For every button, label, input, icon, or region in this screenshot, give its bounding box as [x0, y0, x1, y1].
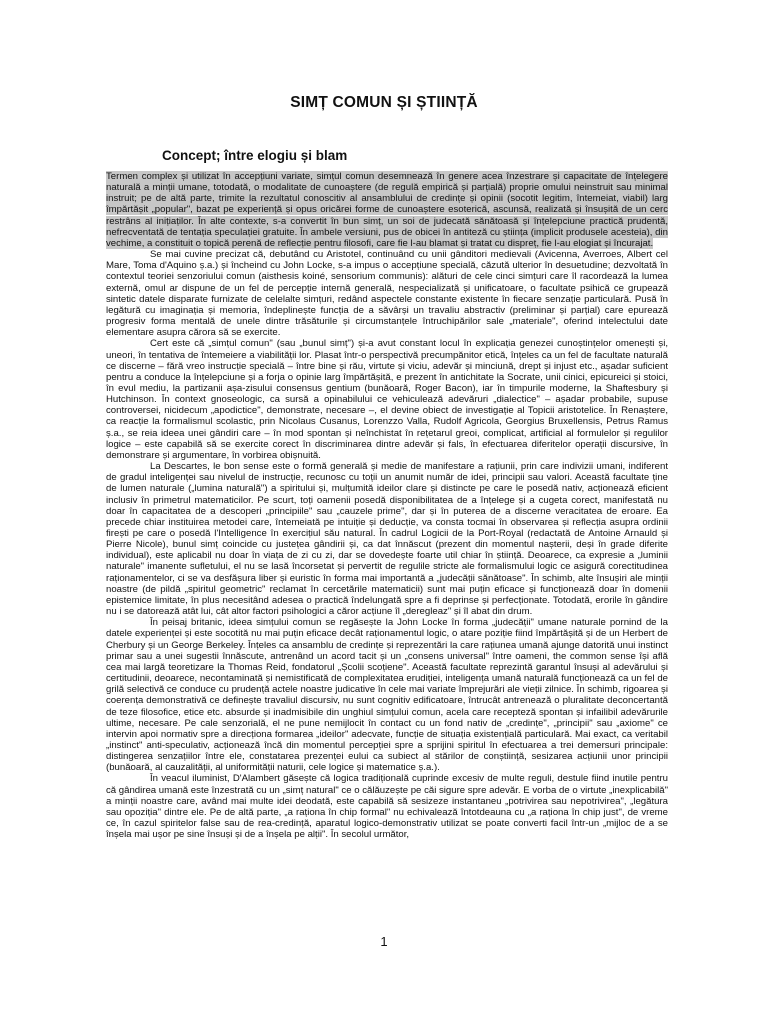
- paragraph-2: Se mai cuvine precizat că, debutând cu Aristotel, continuând cu unii gânditori medievali (Avicenna, Averroes, Albert cel Mare, Toma d'Aquino ș.a.) și încheind cu John Locke, s-a impus o accepțiune specială, căzută ulterior în desuetudine; dezvoltată în contextul teoriei senzoriului comun (aisthesis koiné, sensorium communis): alături de cele cinci simțuri care îl racordează la lumea externă, omul ar dispune de un fel de percepție internă generală, nespecializată și unificatoare, o facultate psihică ce grupează sintetic datele disparate furnizate de celelalte simțuri, redând aspectele constante existente în fiecare senzație particulară. Pusă în legătură cu imaginația și memoria, îndeplinește funcția de a săvârși un travaliu abstractiv (preliminar și parțial) care epurează progresiv forma mentală de unele dintre trăsăturile și circumstanțele întruchipărilor sale „materiale", oferind intelectului date elementare asupra cărora să se exercite.: [106, 249, 668, 339]
- document-body: [106, 171, 668, 840]
- paragraph-1: [106, 171, 668, 249]
- paragraph-4: La Descartes, le bon sense este o formă generală și medie de manifestare a rațiunii, prin care indivizii umani, indiferent de gradul inteligenței sau nivelul de instrucție, recunosc cu toții un anumit număr de idei, principii sau valori. Această facultate ține de lumen naturale („lumina naturală") a spiritului și, mulțumită ideilor clare și distincte pe care le posedă nativ, acționează eficient inclusiv în primetrul matematicilor. Pe scurt, toți oamenii posedă disponibilitatea de a înțelege și a cugeta corect, manifestată nu doar în capacitatea de a descoperi „principiile" sau „cauzele prime", dar și în puterea de a discerne veracitatea de eroare. Ea precede chiar instituirea metodei care, întemeiată pe intuiție și deducție, va consta tocmai în observarea și reflecția asupra ordinii firești pe care o posedă l'Intelligence în exercițiul său natural. În cadrul Logicii de la Port-Royal (redactată de Antoine Arnauld și Pierre Nicole), bunul simț coincide cu justețea gândirii și, ca dat înnăscut (prezent din momentul nașterii, deși în grade diferite individual), este aplicabil nu doar în viața de zi cu zi, dar se dovedește foarte util chiar în știință. Deoarece, ca expresie a „luminii naturale" imanente sufletului, el nu se lasă încorsetat și pervertit de regulile stricte ale formalismului logic ce asigură corectitudinea raționamentelor, ci se va desfășura liber și euristic în forma mai importantă a „judecății sănătoase". În schimb, alte însușiri ale minții noastre (de pildă „spiritul geometric" reclamat în cercetările matematicii) sunt mai puțin eficace și funcționează doar în domenii epistemice limitate, în plus necesitând adesea o practică îndelungată spre a fi deprinse și perfecționate. Totodată, erorile în gândire nu i se datorează atât lui, cât altor factori psihologici a căror acțiune îl „deregleaz" și îl abat din drum.: [106, 461, 668, 618]
- page-title: SIMȚ COMUN ȘI ȘTIINȚĂ: [290, 94, 478, 111]
- section-heading: Concept; între elogiu și blam: [162, 148, 348, 163]
- page-number: 1: [380, 934, 388, 949]
- highlighted-text: Termen complex și utilizat în accepțiuni variate, simțul comun desemnează în genere acea înzestrare și capacitate de înțelegere naturală a minții umane, totodată, o modalitate de cunoaștere (de regulă empirică și parțială) proprie omului neinstruit sau minimal instruit; pe de altă parte, trimite la rezultatul conoscitiv al ansamblului de credințe și opinii (socotit legitim, întemeiat, viabil) larg împărtășit „popular", bazat pe experiență și opus oricărei forme de cunoaștere esoterică, ascunsă, realizată și însușită de un cerc restrâns al inițiaților. În alte contexte, s-a convertit în bun simț, un soi de judecată sănătoasă și înțelepciune practică prudentă, nefrecventată de tentația speculației gratuite. În ambele versiuni, pus de obicei în antiteză cu știința (implicit produsele acesteia), din vechime, a constituit o topică perenă de reflecție pentru filosofi, care fie l-au blamat și tratat cu dispreț, fie l-au elogiat și încurajat.: [106, 171, 668, 249]
- paragraph-5: În peisaj britanic, ideea simțului comun se regăsește la John Locke în forma „judecății" umane naturale pornind de la datele experienței și este socotită nu mai puțin eficace decât raționamentul logic, o atare poziție fiind împărtășită și de un Herbert de Cherbury și un George Berkeley. Înțeles ca ansamblu de credințe și reprezentări la care rațiunea umană ajunge datorită unui instinct primar sau a unei sugestii înnăscute, antrenând un acord tacit și un „consens universal" între oameni, the common sense își află cea mai largă teoretizare la Thomas Reid, fondatorul „Școlii scoțiene". Această facultate reprezintă garantul însuși al adevărului și certitudinii, deoarece, necontaminată și nemistificată de complexitatea erudiției, inteligența umană naturală funcționează ca un fel de grilă selectivă ce conduce cu prudență actele noastre judicative în cele mai variate împrejurări ale vieții zilnice. În schimb, rigoarea și coerența demonstrativă ce definește travaliul discursiv, nu sunt cognitiv edificatoare, întrucât antrenează o pluralitate deconcertantă de teze filosofice, etice etc. absurde și inadmisibile din unghiul simțului comun, acela care recepteză spontan și infailibil adevărurile ultime, necesare. Pe cale senzorială, el ne pune nemijlocit în contact cu un fond nativ de „credințe", „principii" sau „axiome" ce intervin apoi normativ spre a direcționa formarea „ideilor" adecvate, funcție de situația existențială particulară. Mai exact, ca veritabil „instinct" anti-speculativ, acționează încă din momentul percepției spre a sprijini spiritul în efectuarea a trei demersuri principale: distingerea senzațiilor între ele, constatarea prezenței eului ca subiect al stărilor de conștiință, sesizarea acțiunii unor principii (bunăoară, al cauzalității, al uniformității naturii, cele logice și matematice ș.a.).: [106, 617, 668, 774]
- paragraph-3: Cert este că „simțul comun" (sau „bunul simț") și-a avut constant locul în explicația genezei cunoștințelor omenești și, uneori, în tentativa de întemeiere a viabilității lor. Plasat într-o perspectivă precumpănitor etică, înțeles ca un fel de facultate naturală ce discerne – fără vreo instrucție specială – între bine și rău, virtute și viciu, adevăr și minciună, drept și injust etc., așadar suficient pentru a conduce la înțelepciune și a forja o opinie larg împărtășită, e prezent în antichitate la Socrate, unii cinici, epicureici și stoici, în evul mediu, la partizanii așa-zisului consensus gentium (bunăoară, Roger Bacon), iar în timpurile moderne, la Shaftesbury și Hutchinson. În context gnoseologic, ca sursă a opinabilului ce vehiculează adevăruri „dialectice" – așadar probabile, supuse controversei, nicidecum „apodictice", demonstrate, necesare –, el devine obiect de investigație al Topicii aristotelice. În Renaștere, ca reacție la formalismul scolastic, prin Nicolaus Cusanus, Lorenzzo Valla, Rudolf Agricola, Georgius Bruxellensis, Petrus Ramus ș.a., se reia ideea unei gândiri care – în mod spontan și neînchistat în rețetarul greoi, complicat, artificial al formulelor și regulilor logice – este capabilă să se exercite corect în discriminarea dintre adevăr și fals, în efectuarea diferitelor operații discursive, în demonstrare și argumentare, în vorbirea obișnuită.: [106, 338, 668, 461]
- paragraph-6: În veacul iluminist, D'Alambert găsește că logica tradițională cuprinde excesiv de multe reguli, destule fiind inutile pentru că gândirea umană este înzestrată cu un „simț natural" ce o călăuzește pe căi sigure spre adevăr. E vorba de o virtute „inexplicabilă" a minții noastre care, având mai multe idei deodată, este capabilă să sesizeze instantaneu „potrivirea sau nepotrivirea", „legătura sau opoziția" dintre ele. Pe de altă parte, „a raționa în chip formal" nu echivalează întotdeauna cu „a raționa în chip just", de vreme ce, în cazul spiritelor false sau de rea-credință, aparatul logico-demonstrativ utilizat se poate converti facil într-un „mijloc de a se înșela mai ușor pe sine însuși și de a înșela pe alții". În secolul următor,: [106, 773, 668, 841]
